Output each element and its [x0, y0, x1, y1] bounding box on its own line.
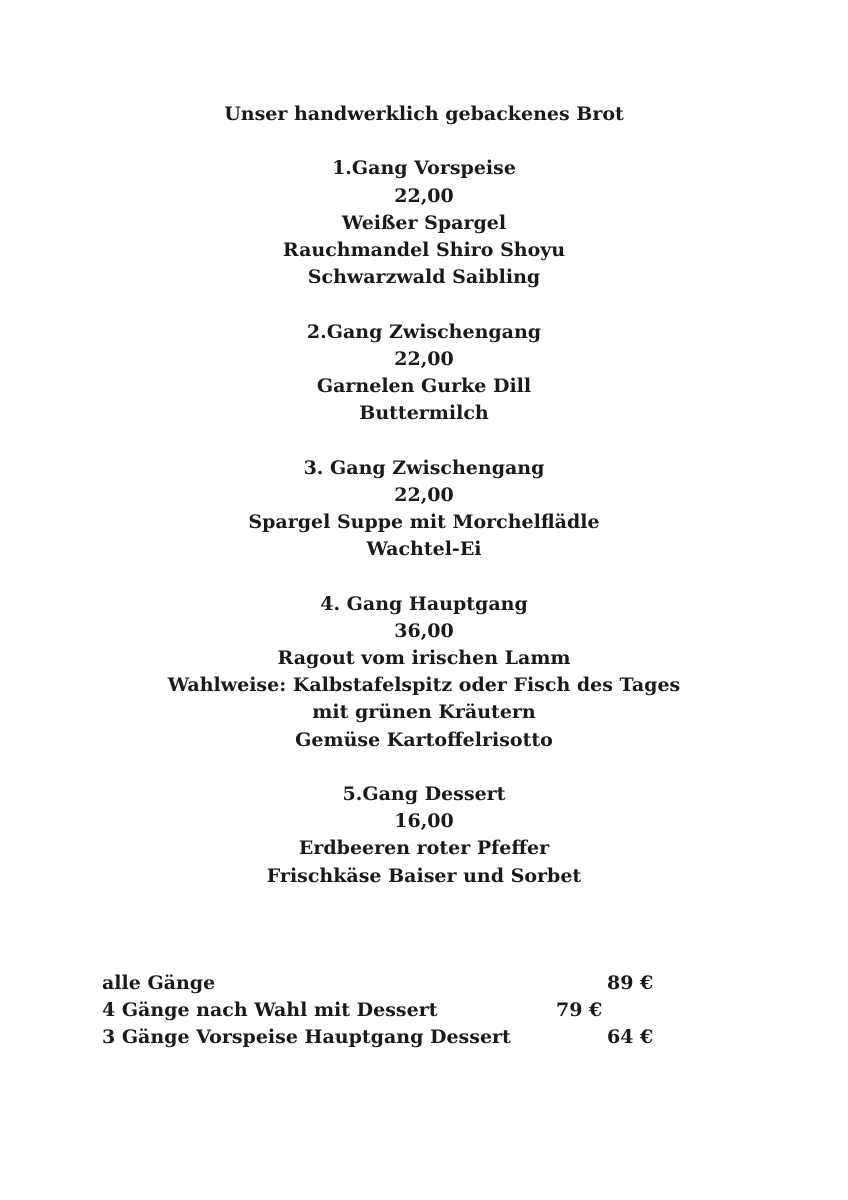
price-label: alle Gänge [102, 972, 216, 994]
course-dish: Schwarzwald Saibling [307, 266, 541, 289]
course-1 [0, 155, 848, 291]
price-row [102, 997, 802, 1024]
course-dish: mit grünen Kräutern [312, 701, 536, 724]
course-title: 4. Gang Hauptgang [320, 592, 528, 615]
price-label: 3 Gänge Vorspeise Hauptgang Dessert [102, 1026, 511, 1049]
course-4 [0, 591, 848, 754]
course-dish: Spargel Suppe mit Morchelflädle [248, 511, 600, 533]
course-5 [0, 781, 848, 890]
course-price: 22,00 [394, 483, 454, 506]
bread-intro: Unser handwerklich gebackenes Brot [224, 103, 624, 125]
course-dish: Erdbeeren roter Pfeffer [298, 837, 550, 860]
course-price: 22,00 [394, 347, 454, 370]
course-dish: Ragout vom irischen Lamm [277, 647, 571, 669]
course-title: 5.Gang Dessert [342, 783, 506, 805]
menu-courses [0, 101, 848, 890]
course-dish: Gemüse Kartoffelrisotto [295, 728, 553, 751]
course-dish: Garnelen Gurke Dill [316, 375, 532, 397]
price-row [102, 970, 802, 997]
price-row [102, 1024, 802, 1051]
price-amount: 89 € [607, 972, 654, 994]
course-price: 22,00 [394, 184, 454, 207]
course-dish: Rauchmandel Shiro Shoyu [282, 239, 566, 261]
course-title: 2.Gang Zwischengang [306, 320, 542, 343]
price-amount: 79 € [556, 999, 603, 1022]
menu-price-list [102, 970, 802, 1052]
course-price: 36,00 [394, 619, 454, 642]
course-dish: Frischkäse Baiser und Sorbet [266, 864, 582, 887]
course-dish: Wahlweise: Kalbstafelspitz oder Fisch des Tages [167, 674, 681, 697]
course-dish: Wachtel-Ei [366, 538, 482, 561]
course-dish: Buttermilch [359, 402, 489, 425]
course-price: 16,00 [394, 810, 454, 833]
price-amount: 64 € [607, 1026, 654, 1049]
price-label: 4 Gänge nach Wahl mit Dessert [102, 999, 438, 1022]
course-3 [0, 455, 848, 564]
course-title: 3. Gang Zwischengang [303, 456, 545, 479]
course-title: 1.Gang Vorspeise [332, 157, 516, 180]
course-dish: Weißer Spargel [341, 211, 507, 234]
course-2 [0, 319, 848, 428]
